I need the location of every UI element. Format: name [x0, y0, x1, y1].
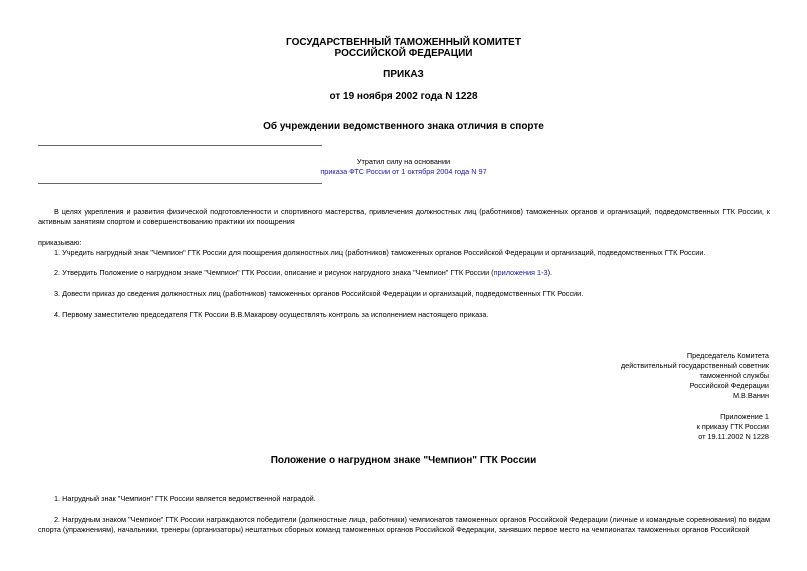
doc-date-number: от 19 ноября 2002 года N 1228 — [329, 91, 478, 102]
order-item-2-text: 2. Утвердить Положение о нагрудном знаке "Чемпион" ГТК России, описание и рисунок нагрудного знака "Чемпион" ГТК России ( — [54, 268, 494, 277]
order-item-2-end: ). — [547, 268, 553, 277]
page-title: Об учреждении ведомственного знака отличия в спорте — [263, 121, 544, 132]
divider-top — [38, 145, 322, 146]
order-word: приказываю: — [38, 238, 82, 247]
regulation-title: Положение о нагрудном знаке "Чемпион" ГТК России — [270, 455, 537, 466]
signature-block — [621, 351, 769, 401]
doc-type: ПРИКАЗ — [383, 69, 424, 80]
appendix-date: от 19.11.2002 N 1228 — [698, 432, 769, 441]
order-item-2 — [54, 268, 774, 278]
appendix-reference — [697, 412, 769, 442]
order-item-3: 3. Довести приказ до сведения должностных лиц (работников) таможенных органов Российской Федерации и организаций, подведомственных ГТК России. — [54, 289, 584, 298]
repeal-order-link[interactable]: приказа ФТС России от 1 октября 2004 года N 97 — [320, 167, 487, 176]
regulation-paragraph-1: 1. Нагрудный знак "Чемпион" ГТК России является ведомственной наградой. — [54, 494, 316, 503]
order-item-1: 1. Учредить нагрудный знак "Чемпион" ГТК России для поощрения должностных лиц (работников) таможенных органов Российской Федерации и организаций, подведомственных ГТК России. — [54, 248, 706, 257]
appendices-link[interactable]: приложения 1-3 — [493, 268, 548, 277]
signature-country: Российской Федерации — [689, 381, 769, 390]
order-item-4: 4. Первому заместителю председателя ГТК России В.В.Макарову осуществлять контроль за исполнением настоящего приказа. — [54, 310, 489, 319]
divider-bottom — [38, 183, 322, 184]
signature-name: М.В.Ванин — [732, 391, 769, 400]
appendix-order: к приказу ГТК России — [696, 422, 769, 431]
status-note-text: Утратил силу на основании — [356, 157, 451, 166]
preamble: В целях укрепления и развития физической подготовленности и спортивного мастерства, привлечения должностных лиц (работников) таможенных органов и организаций, подведомственных ГТК России, к активным занятиям спортом и совершенствованию практики их поощрения — [38, 207, 770, 226]
org-name-line2: РОССИЙСКОЙ ФЕДЕРАЦИИ — [334, 48, 473, 59]
regulation-paragraph-2: 2. Нагрудным знаком "Чемпион" ГТК России награждаются победители (должностные лица, работники) чемпионатов таможенных органов Российской Федерации (личные и командные соревнования) по видам спорта (упражнениям), начальники, тренеры (организаторы) нештатных сборных команд таможенных органов Российской Федерации, занявших первое место на чемпионатах таможенных органов Российской — [38, 515, 770, 534]
signature-rank-cont: таможенной службы — [699, 371, 769, 380]
org-name-line1: ГОСУДАРСТВЕННЫЙ ТАМОЖЕННЫЙ КОМИТЕТ — [286, 37, 521, 48]
signature-position: Председатель Комитета — [686, 351, 769, 360]
signature-rank: действительный государственный советник — [620, 361, 769, 370]
appendix-number: Приложение 1 — [720, 412, 769, 421]
